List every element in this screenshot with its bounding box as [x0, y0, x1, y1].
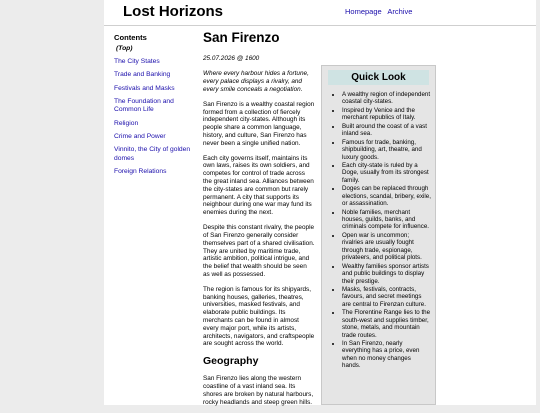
- list-item: • Wealthy families sponsor artists and public buildings to display their prestige.: [342, 263, 431, 285]
- quick-look-list: [322, 91, 435, 370]
- toc-item-crime-power[interactable]: Crime and Power: [114, 133, 166, 141]
- list-item: • A wealthy region of independent coastal city-states.: [342, 91, 431, 106]
- article-body: [203, 30, 315, 413]
- toc-item-city-states[interactable]: The City States: [114, 57, 160, 65]
- list-item: • Doges can be replaced through elections, scandal, bribery, exile, or assassination.: [342, 185, 431, 207]
- toc-item-foundation-common-life[interactable]: The Foundation and Common Life: [114, 97, 174, 114]
- site-title: Lost Horizons: [123, 3, 223, 20]
- top-nav: [345, 7, 416, 16]
- quick-look-box: [321, 65, 436, 405]
- list-item: • In San Firenzo, nearly everything has a price, even when no money changes hands.: [342, 340, 431, 370]
- paragraph: Despite this constant rivalry, the people of San Firenzo generally consider themselves part of a shared civilisation. They are united by maritime trade, artistic ambition, political intrigue, and the belief that wealth should be seen as well as possessed.: [203, 224, 315, 278]
- list-item: • Built around the coast of a vast inland sea.: [342, 123, 431, 138]
- list-item: • Noble families, merchant houses, guilds, banks, and criminals compete for influence.: [342, 209, 431, 231]
- paragraph: The region is famous for its shipyards, banking houses, galleries, theatres, universities, masked festivals, and elaborate public buildings. Its merchants can be found in almost every major port, while its artists, architects, navigators, and craftspeople are sought across the world.: [203, 285, 315, 348]
- paragraph: San Firenzo is a wealthy coastal region formed from a collection of fiercely independent city-states. Although its people share a common language, history, and culture, San Firenzo has never been a single unified nation.: [203, 100, 315, 147]
- list-item: • Each city-state is ruled by a Doge, usually from its strongest family.: [342, 162, 431, 184]
- toc-item-festivals-masks[interactable]: Festivals and Masks: [114, 84, 175, 92]
- article-date: 25.07.2026 @ 1600: [203, 55, 260, 63]
- article-epigraph: Where every harbour hides a fortune, every palace displays a rivalry, and every smile conceals a negotiation.: [203, 70, 309, 93]
- list-item: • Famous for trade, banking, shipbuilding, art, theatre, and luxury goods.: [342, 139, 431, 161]
- page-title: San Firenzo: [203, 30, 280, 45]
- archive-link[interactable]: Archive: [387, 7, 413, 16]
- toc-item-foreign-relations[interactable]: Foreign Relations: [114, 168, 167, 176]
- homepage-link[interactable]: Homepage: [345, 7, 382, 16]
- paragraph: Each city governs itself, maintains its own laws, raises its own soldiers, and competes for control of trade across the great inland sea. Alliances between the city-states are common but rarely permanent. A city that supports its neighbour during one war may fund its enemies during the next.: [203, 154, 314, 217]
- table-of-contents: [114, 33, 194, 182]
- list-item: • The Florentine Range lies to the south-west and supplies timber, stone, metals, and mountain trade routes.: [342, 309, 431, 339]
- toc-top-link[interactable]: (Top): [116, 45, 133, 53]
- list-item: • Open war is uncommon; rivalries are usually fought through trade, espionage, privateers, and political plots.: [342, 232, 431, 262]
- toc-title: Contents: [114, 33, 147, 42]
- toc-item-trade-banking[interactable]: Trade and Banking: [114, 71, 171, 79]
- toc-item-religion[interactable]: Religion: [114, 119, 139, 127]
- list-item: • Inspired by Venice and the merchant republics of Italy.: [342, 107, 431, 122]
- page: [104, 0, 536, 405]
- geography-heading: Geography: [203, 355, 259, 368]
- toc-item-vinnito[interactable]: Vinnito, the City of golden domes: [114, 146, 191, 162]
- quick-look-title: Quick Look: [328, 70, 429, 85]
- site-header: [104, 0, 536, 26]
- geography-paragraph: San Firenzo lies along the western coastline of a vast inland sea. Its shores are broken by natural harbours, rocky headlands and steep green hills.: [203, 375, 314, 406]
- list-item: • Masks, festivals, contracts, favours, and secret meetings are central to Firenzan culture.: [342, 286, 431, 308]
